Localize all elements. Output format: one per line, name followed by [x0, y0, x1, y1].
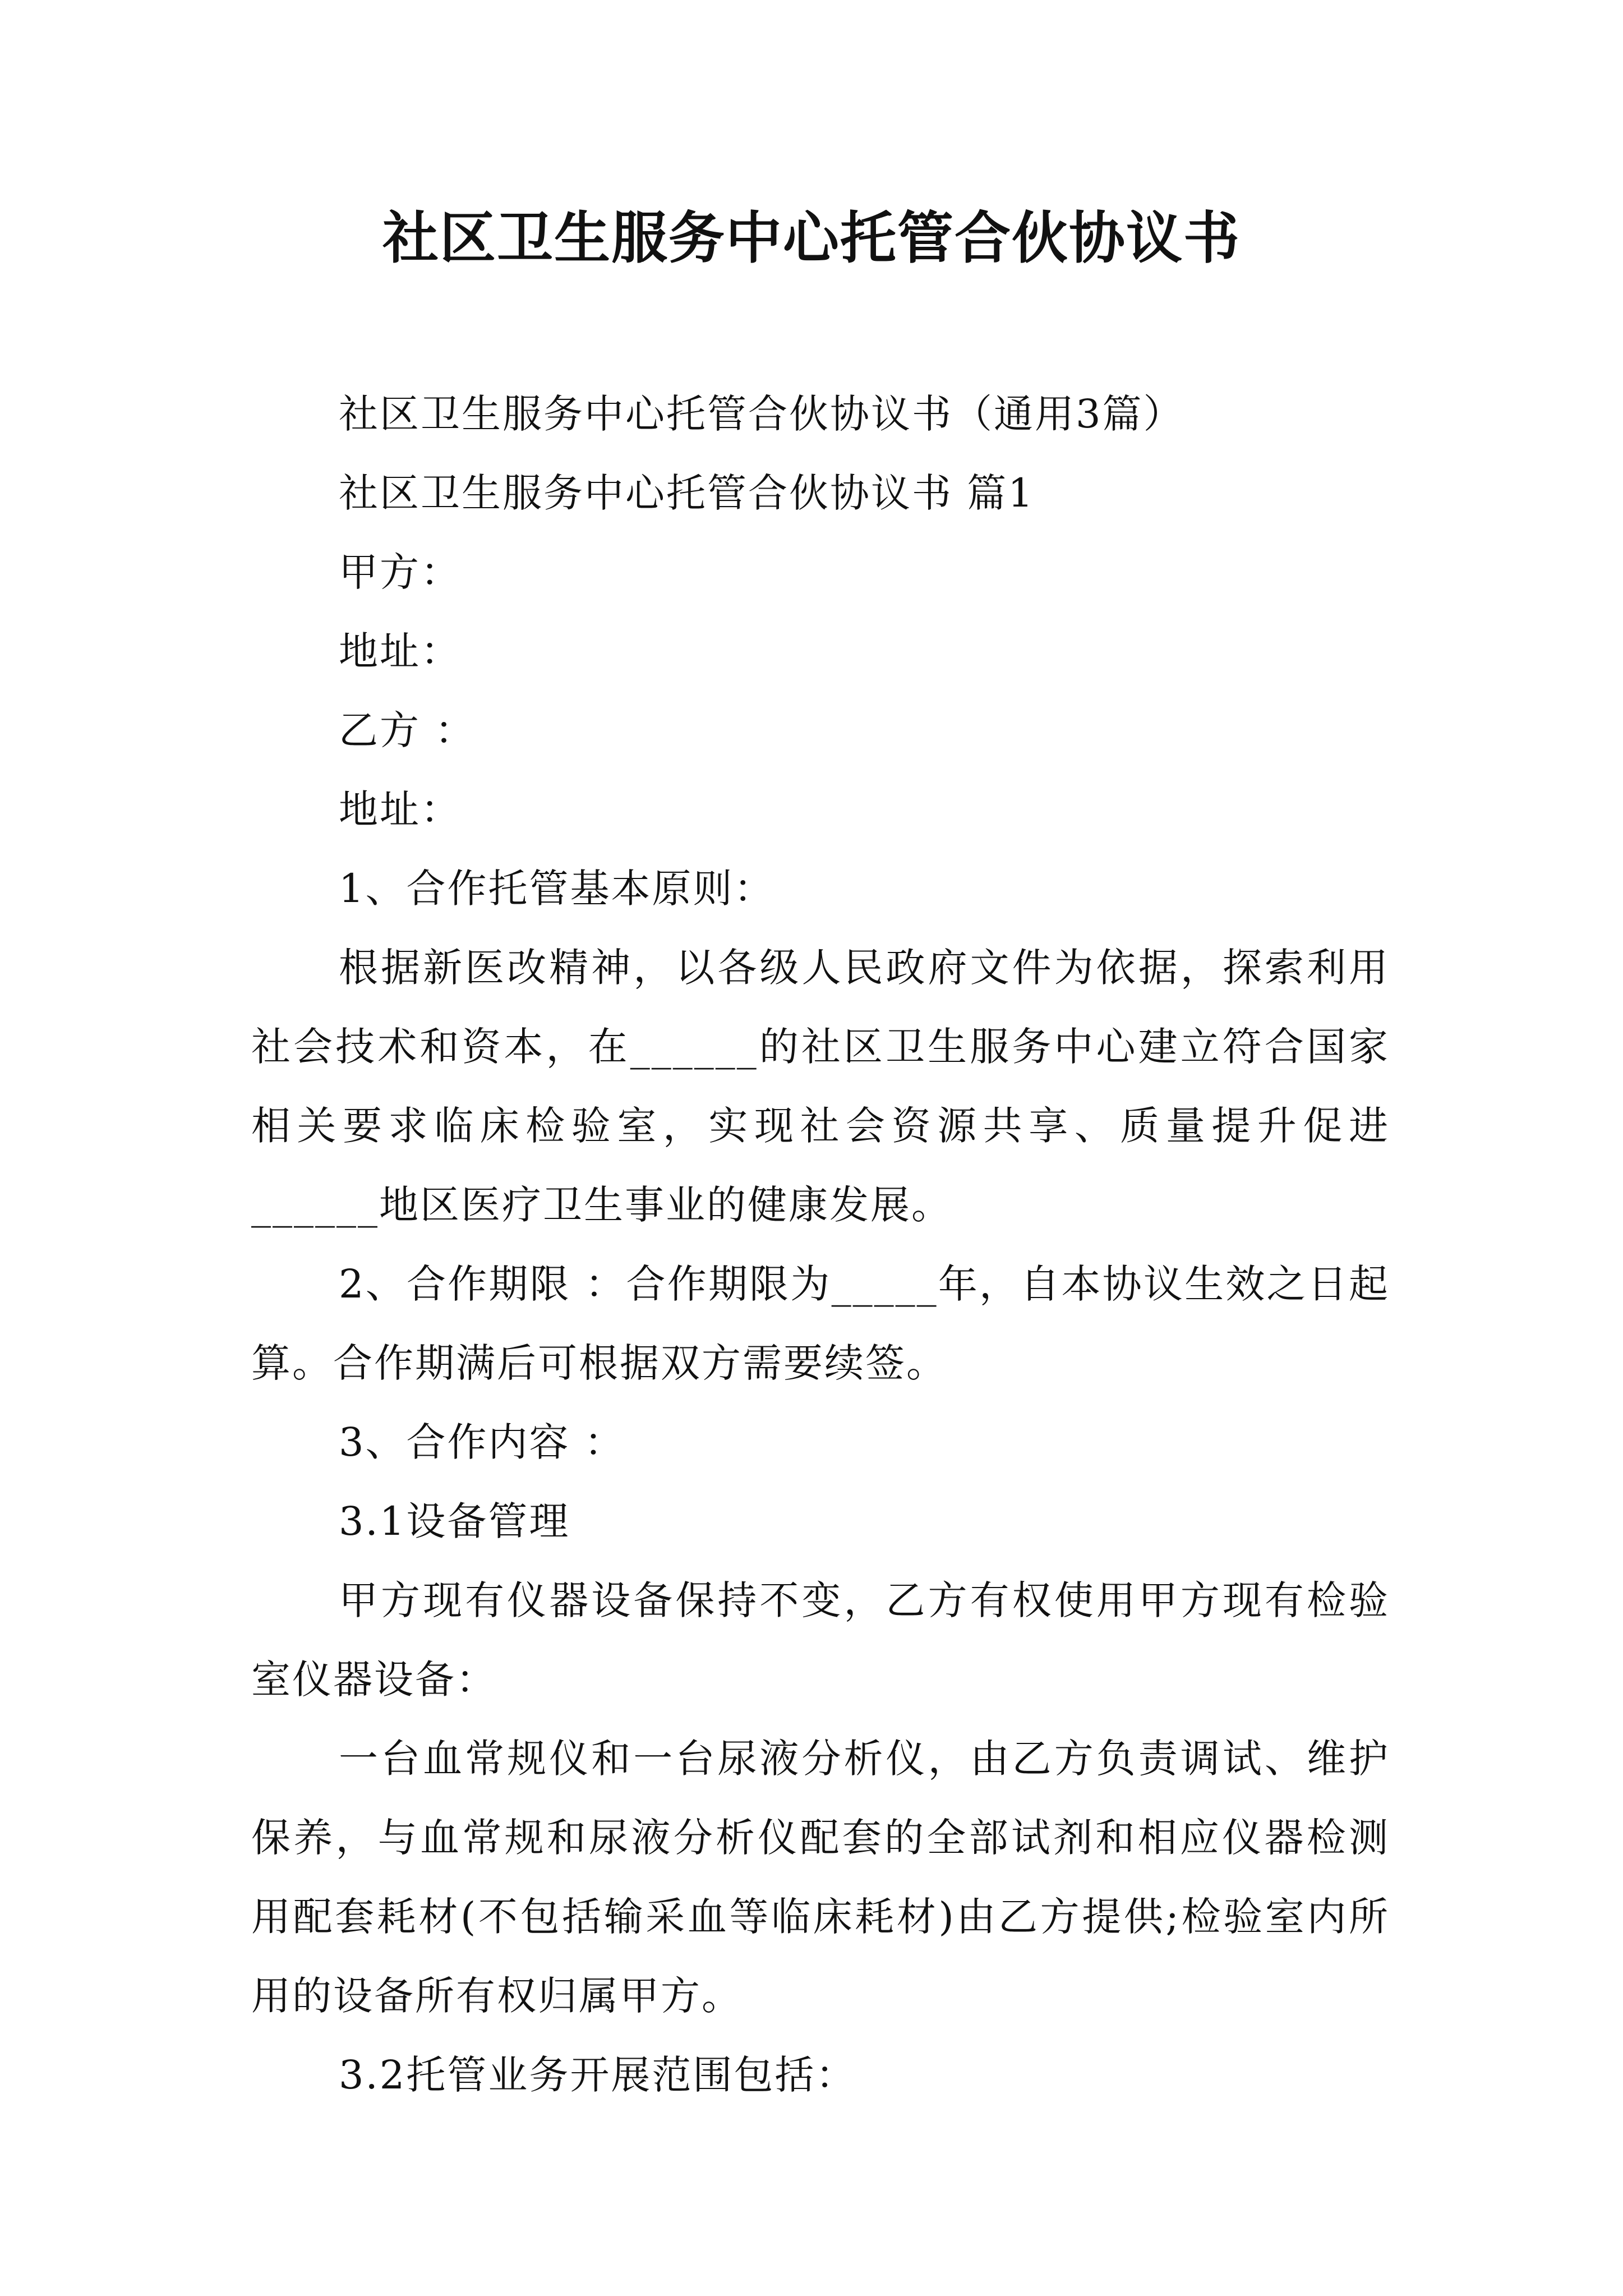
document-title: 社区卫生服务中心托管合伙协议书: [382, 205, 1241, 271]
clause-1-body: 根据新医改精神，以各级人民政府文件为依据，探索利用社会技术和资本，在______的社区卫生服务中心建立符合国家相关要求临床检验室，实现社会资源共享、质量提升促进______地区医疗卫生事业的健康发展。: [251, 945, 1390, 1228]
clause-3-1-detail: 一台血常规仪和一台尿液分析仪，由乙方负责调试、维护保养，与血常规和尿液分析仪配套的全部试剂和相应仪器检测用配套耗材(不包括输采血等临床耗材)由乙方提供;检验室内所用的设备所有权归属甲方。: [251, 1736, 1390, 2019]
clause-2-body: 2、合作期限 ：合作期限为_____年，自本协议生效之日起算。合作期满后可根据双方需要续签。: [251, 1261, 1390, 1386]
clause-1-heading: 1、合作托管基本原则：: [339, 866, 775, 912]
clause-3-heading: 3、合作内容 ：: [339, 1419, 625, 1465]
section-heading: 社区卫生服务中心托管合伙协议书 篇1: [339, 470, 1035, 516]
party-b-label: 乙方 ：: [339, 707, 476, 753]
document-body: [251, 375, 1390, 2115]
clause-3-2-heading: 3.2托管业务开展范围包括：: [339, 2052, 857, 2098]
clause-3-1-heading: 3.1设备管理: [339, 1498, 570, 1544]
party-b-address-label: 地址：: [339, 786, 462, 832]
party-a-address-label: 地址：: [339, 628, 462, 674]
clause-3-1-body: 甲方现有仪器设备保持不变，乙方有权使用甲方现有检验室仪器设备：: [251, 1577, 1390, 1703]
party-a-label: 甲方：: [339, 549, 462, 595]
subtitle-paragraph: 社区卫生服务中心托管合伙协议书（通用3篇）: [339, 391, 1184, 437]
